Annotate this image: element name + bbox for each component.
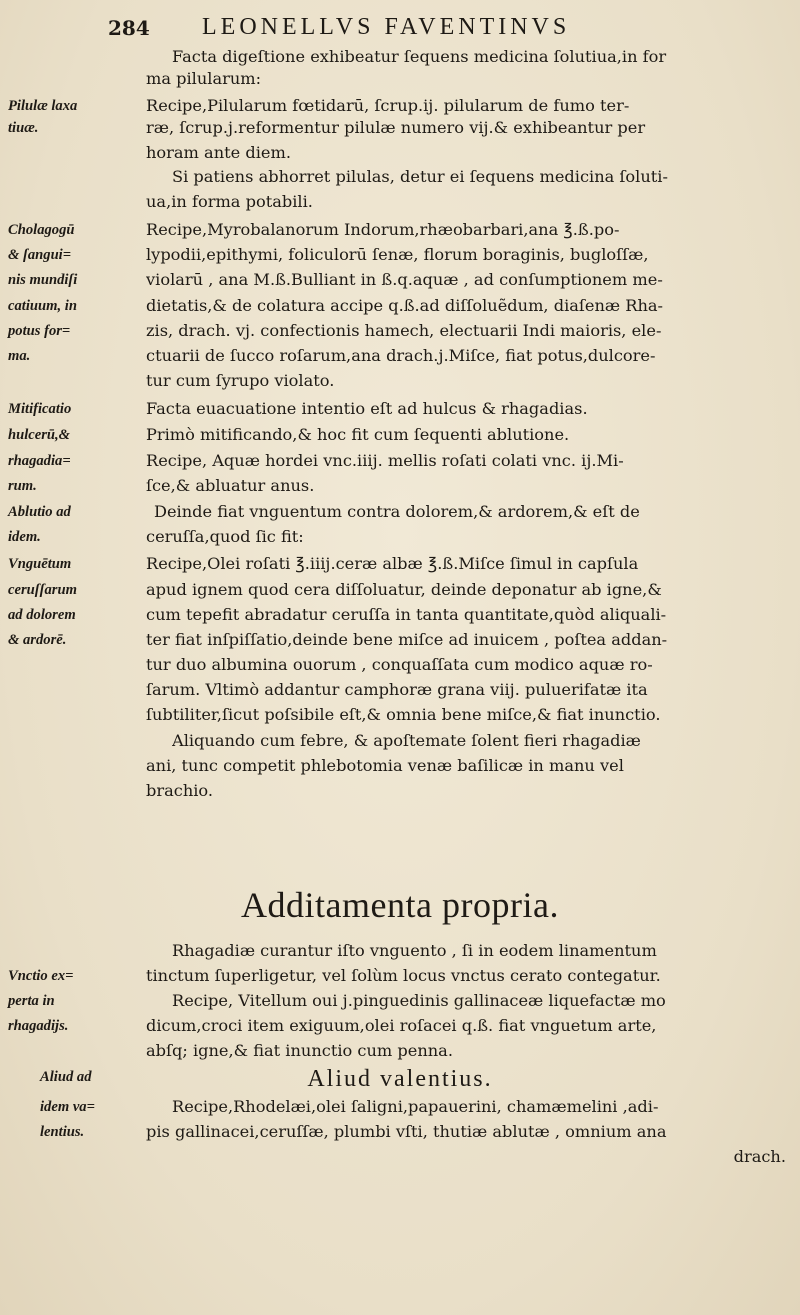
text-line: dietatis,& de colatura accipe q.ß.ad diſſoluẽdum, diaſenæ Rha- [146, 296, 663, 315]
text-line: Recipe,Olei roſati ℥.iiij.ceræ albæ ℥.ß.Miſce ſimul in capſula [146, 554, 639, 573]
margin-note: idem va= [40, 1099, 95, 1115]
text-line: zis, drach. vj. confectionis hamech, electuarii Indi maioris, ele- [146, 321, 662, 340]
text-line: apud ignem quod cera diſſoluatur, deinde deponatur ab igne,& [146, 580, 662, 599]
margin-note: & ardorē. [8, 632, 67, 648]
text-line: cum tepefit abradatur ceruſſa in tanta quantitate,quòd aliquali- [146, 605, 667, 624]
text-line: ſubtiliter,ſicut poſsibile eſt,& omnia bene miſce,& fiat inunctio. [146, 705, 661, 724]
margin-note: Pilulæ laxa [8, 98, 78, 114]
margin-note: ma. [8, 348, 31, 364]
margin-note: & ſangui= [8, 247, 72, 263]
text-line: ſce,& abluatur anus. [146, 476, 315, 495]
margin-note: potus for= [8, 323, 71, 339]
text-line: ua,in forma potabili. [146, 192, 313, 211]
running-title: LEONELLVS FAVENTINVS [202, 14, 571, 40]
text-line: ceruſſa,quod ſic fit: [146, 527, 304, 546]
page-header [0, 10, 800, 44]
text-line: Rhagadiæ curantur iſto vnguento , ſi in eodem linamentum [172, 941, 657, 960]
text-line: ma pilularum: [146, 69, 262, 88]
text-line: Aliquando cum febre, & apoſtemate ſolent fieri rhagadiæ [172, 731, 641, 750]
text-line: Recipe, Aquæ hordei vnc.iiij. mellis roſati colati vnc. ij.Mi- [146, 451, 624, 470]
text-line: lypodii,epithymi, foliculorū ſenæ, florum boraginis, bugloſſæ, [146, 245, 649, 264]
margin-note: Mitificatio [8, 401, 72, 417]
margin-note: ceruſſarum [8, 582, 77, 598]
margin-note: lentius. [40, 1124, 85, 1140]
margin-note: rhagadia= [8, 453, 71, 469]
text-line: tur cum ſyrupo violato. [146, 371, 335, 390]
margin-note: Cholagogū [8, 222, 75, 238]
margin-note: tiuæ. [8, 120, 39, 136]
margin-note: Vnguētum [8, 556, 72, 572]
text-line: abſq; igne,& fiat inunctio cum penna. [146, 1041, 453, 1060]
subsection-heading: Aliud valentius. [307, 1066, 493, 1092]
text-line: Recipe,Pilularum fœtidarū, ſcrup.ij. pilularum de fumo ter- [146, 96, 630, 115]
text-line: tinctum ſuperligetur, vel ſolùm locus vnctus cerato contegatur. [146, 966, 661, 985]
text-line: ræ, ſcrup.j.reformentur pilulæ numero vij.& exhibeantur per [146, 118, 646, 137]
text-line: Si patiens abhorret pilulas, detur ei ſequens medicina ſoluti- [172, 167, 668, 186]
text-line: brachio. [146, 781, 214, 800]
text-line: tur duo albumina ouorum , conquaſſata cum modico aquæ ro- [146, 655, 653, 674]
text-line: horam ante diem. [146, 143, 291, 162]
margin-note: idem. [8, 529, 41, 545]
text-line: ctuarii de ſucco roſarum,ana drach.j.Miſce, fiat potus,dulcore- [146, 346, 656, 365]
text-line: pis gallinacei,ceruſſæ, plumbi vſti, thutiæ ablutæ , omnium ana [146, 1122, 667, 1141]
margin-note: Vnctio ex= [8, 968, 74, 984]
text-line: ter fiat inſpiſſatio,deinde bene miſce ad inuicem , poſtea addan- [146, 630, 668, 649]
text-line: drach. [733, 1147, 786, 1166]
text-line: Recipe,Rhodelæi,olei ſaligni,papauerini, chamæmelini ,adi- [172, 1097, 659, 1116]
margin-note: Aliud ad [40, 1069, 92, 1085]
margin-note: Ablutio ad [8, 504, 71, 520]
margin-note: rum. [8, 478, 37, 494]
margin-note: catiuum, in [8, 298, 77, 314]
text-line: Recipe,Myrobalanorum Indorum,rhæobarbari,ana ℥.ß.po- [146, 220, 620, 239]
margin-note: nis mundiſi [8, 272, 78, 288]
text-line: Deinde fiat vnguentum contra dolorem,& ardorem,& eſt de [154, 502, 640, 521]
text-line: Facta digeſtione exhibeatur ſequens medicina ſolutiua,in for [172, 47, 667, 66]
margin-note: perta in [8, 993, 55, 1009]
section-heading: Additamenta propria. [241, 885, 559, 925]
margin-note: hulcerū,& [8, 427, 71, 443]
text-line: violarū , ana M.ß.Bulliant in ß.q.aquæ , ad conſumptionem me- [146, 270, 663, 289]
text-line: Facta euacuatione intentio eſt ad hulcus & rhagadias. [146, 399, 588, 418]
text-line: Primò mitificando,& hoc fit cum ſequenti ablutione. [146, 425, 570, 444]
page-number: 284 [108, 16, 150, 40]
text-line: Recipe, Vitellum oui j.pinguedinis gallinaceæ liquefactæ mo [172, 991, 666, 1010]
text-line: ani, tunc competit phlebotomia venæ baſilicæ in manu vel [146, 756, 624, 775]
margin-note: rhagadijs. [8, 1018, 69, 1034]
text-line: dicum,croci item exiguum,olei roſacei q.ß. fiat vnguetum arte, [146, 1016, 657, 1035]
text-line: ſarum. Vltimò addantur camphoræ grana viij. puluerifatæ ita [146, 680, 648, 699]
margin-note: ad dolorem [8, 607, 76, 623]
